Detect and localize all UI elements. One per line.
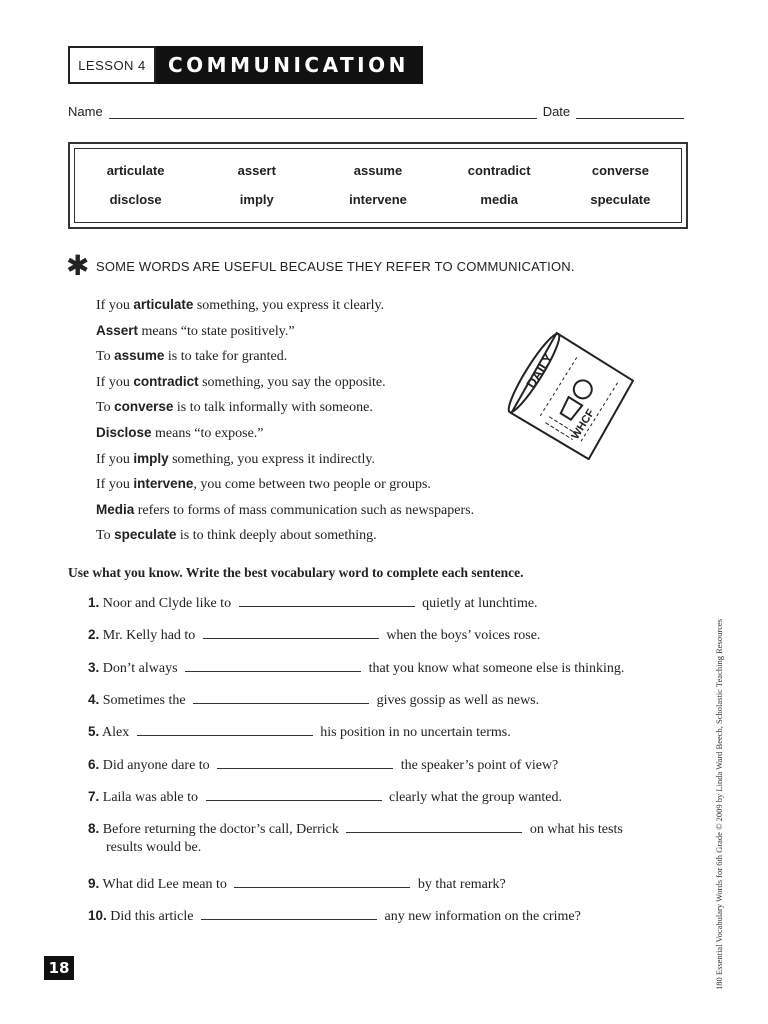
- answer-blank[interactable]: [206, 788, 382, 801]
- item-text-after: gives gossip as well as news.: [376, 693, 540, 708]
- item-text-before: Before returning the doctor’s call, Derrick: [102, 822, 339, 837]
- name-label: Name: [68, 104, 103, 119]
- definition-line: If you contradict something, you say the opposite.: [96, 373, 386, 390]
- item-text-before: Alex: [102, 725, 130, 740]
- definition-line: To speculate is to think deeply about something.: [96, 527, 377, 544]
- item-number: 10.: [88, 908, 107, 923]
- word-grid: [75, 163, 681, 207]
- date-field[interactable]: [576, 104, 684, 119]
- item-number: 2.: [88, 627, 100, 642]
- answer-blank[interactable]: [234, 875, 410, 888]
- answer-blank[interactable]: [346, 820, 522, 833]
- definition-line: To converse is to talk informally with someone.: [96, 399, 373, 416]
- exercise-item: [88, 723, 511, 741]
- item-text-before: What did Lee mean to: [102, 877, 227, 892]
- answer-blank[interactable]: [137, 723, 313, 736]
- item-number: 3.: [88, 660, 100, 675]
- item-number: 1.: [88, 595, 100, 610]
- vocab-word: speculate: [590, 192, 651, 207]
- page-number: 18: [44, 956, 74, 980]
- newspaper-headline: WHCF: [569, 407, 598, 442]
- item-text-after: his position in no uncertain terms.: [320, 725, 511, 740]
- instructions: Use what you know. Write the best vocabulary word to complete each sentence.: [68, 565, 524, 580]
- item-text-before: Sometimes the: [102, 693, 186, 708]
- vocab-word: imply: [239, 192, 274, 207]
- vocab-word: assert: [237, 163, 276, 178]
- item-text-after: that you know what someone else is thinking.: [368, 661, 625, 676]
- exercise-item: [88, 788, 562, 806]
- answer-blank[interactable]: [239, 594, 415, 607]
- item-text-after: clearly what the group wanted.: [389, 790, 563, 805]
- item-number: 5.: [88, 724, 100, 739]
- newspaper-name: DAILY: [523, 350, 556, 391]
- exercise-item: [88, 659, 624, 677]
- item-text-after: when the boys’ voices rose.: [386, 628, 541, 643]
- lesson-label: LESSON 4: [68, 46, 156, 84]
- item-text-continued: results would be.: [106, 840, 202, 855]
- intro-heading: SOME WORDS ARE USEFUL BECAUSE THEY REFER TO COMMUNICATION.: [96, 259, 575, 274]
- vocab-word: disclose: [109, 192, 162, 207]
- name-date-row: [68, 104, 690, 119]
- item-text-after: the speaker’s point of view?: [400, 758, 559, 773]
- copyright-credit: 180 Essential Vocabulary Words for 6th Grade © 2009 by Linda Ward Beech, Scholastic Teaching Resources: [714, 618, 724, 990]
- answer-blank[interactable]: [217, 756, 393, 769]
- vocab-word: articulate: [106, 163, 165, 178]
- item-text-before: Noor and Clyde like to: [102, 596, 232, 611]
- definition-line: Assert means “to state positively.”: [96, 322, 295, 339]
- page-title: COMMUNICATION: [156, 46, 423, 84]
- item-number: 4.: [88, 692, 100, 707]
- item-number: 6.: [88, 757, 100, 772]
- item-text-after: any new information on the crime?: [384, 909, 581, 924]
- item-text-before: Laila was able to: [102, 790, 199, 805]
- exercise-item: [88, 626, 540, 644]
- answer-blank[interactable]: [203, 626, 379, 639]
- vocab-word: media: [480, 192, 518, 207]
- exercise-item: [88, 594, 538, 612]
- exercise-item: [88, 907, 581, 925]
- item-text-before: Mr. Kelly had to: [102, 628, 196, 643]
- definitions-list: [96, 293, 474, 549]
- exercise-item: [88, 756, 558, 774]
- asterisk-icon: ✱: [66, 249, 90, 282]
- definition-line: If you imply something, you express it indirectly.: [96, 450, 375, 467]
- exercise-item: [88, 875, 506, 893]
- item-text-after: on what his tests: [529, 822, 623, 837]
- item-text-after: by that remark?: [417, 877, 506, 892]
- definition-line: Media refers to forms of mass communication such as newspapers.: [96, 501, 475, 518]
- item-text-before: Did this article: [110, 909, 194, 924]
- item-number: 8.: [88, 821, 100, 836]
- rolled-newspaper-illustration: [496, 330, 646, 460]
- definition-line: If you articulate something, you express it clearly.: [96, 297, 385, 313]
- item-number: 7.: [88, 789, 100, 804]
- lesson-header: [68, 46, 423, 84]
- answer-blank[interactable]: [193, 691, 369, 704]
- item-text-before: Did anyone dare to: [102, 758, 210, 773]
- answer-blank[interactable]: [185, 659, 361, 672]
- vocab-word: assume: [353, 163, 403, 178]
- item-number: 9.: [88, 876, 100, 891]
- exercise-item: [88, 820, 623, 856]
- vocabulary-word-box: [68, 142, 688, 229]
- name-field[interactable]: [109, 104, 537, 119]
- date-label: Date: [542, 104, 571, 119]
- word-box-inner-border: [74, 148, 682, 223]
- answer-blank[interactable]: [201, 907, 377, 920]
- vocab-word: converse: [591, 163, 649, 178]
- item-text-after: quietly at lunchtime.: [422, 596, 538, 611]
- definition-line: To assume is to take for granted.: [96, 348, 288, 365]
- definition-line: Disclose means “to expose.”: [96, 424, 264, 441]
- exercise-item: [88, 691, 539, 709]
- vocab-word: intervene: [349, 192, 407, 207]
- definition-line: If you intervene, you come between two people or groups.: [96, 476, 431, 493]
- item-text-before: Don’t always: [102, 661, 178, 676]
- vocab-word: contradict: [467, 163, 531, 178]
